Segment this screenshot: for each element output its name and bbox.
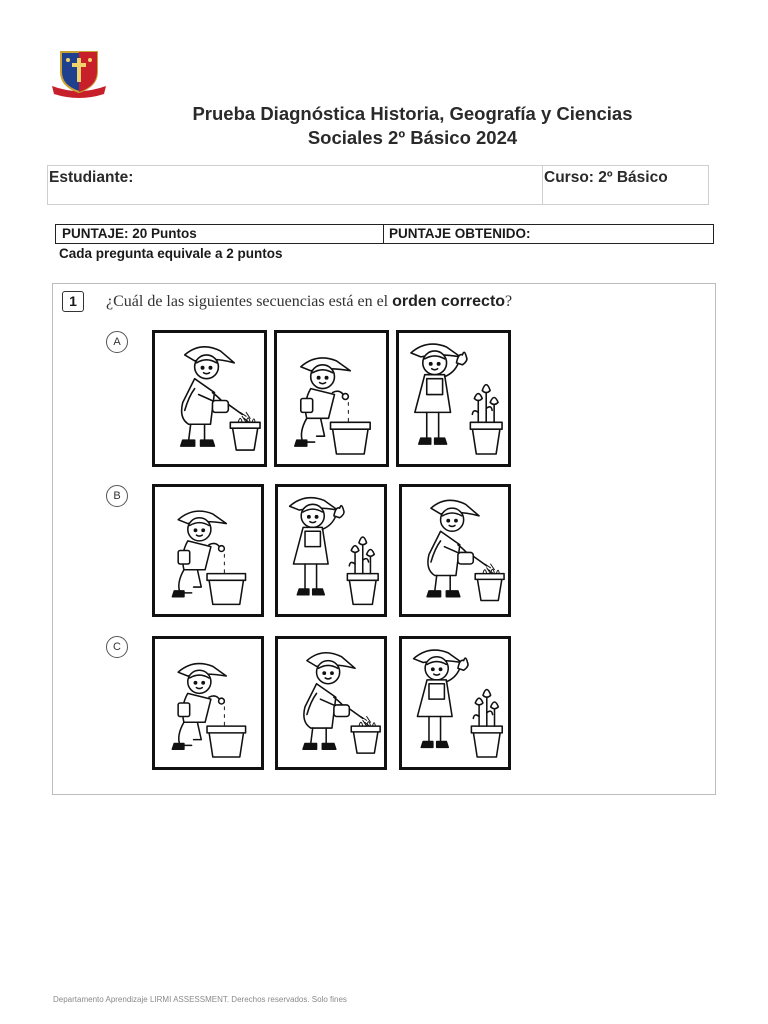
student-label: Estudiante:	[49, 169, 134, 186]
score-total: PUNTAJE: 20 Puntos	[62, 226, 197, 241]
option-c-image-3	[399, 636, 511, 770]
score-obtained: PUNTAJE OBTENIDO:	[389, 226, 531, 241]
girl-watering-plant-icon	[278, 639, 384, 767]
question-text-end: ?	[505, 293, 513, 310]
student-info-box	[47, 165, 709, 205]
option-b-bubble[interactable]: B	[106, 485, 128, 507]
footer-text: Departamento Aprendizaje LIRMI ASSESSMENT. Derechos reservados. Solo fines	[53, 995, 347, 1004]
option-a-image-2	[274, 330, 389, 467]
question-text-emphasis: orden correcto	[392, 293, 506, 310]
girl-planting-seeds-icon	[155, 639, 261, 767]
student-box-divider	[542, 166, 543, 204]
option-b-image-3	[399, 484, 511, 617]
option-c-image-2	[275, 636, 387, 770]
score-note: Cada pregunta equivale a 2 puntos	[59, 246, 283, 261]
girl-with-flowers-icon	[402, 639, 508, 767]
girl-with-flowers-icon	[278, 487, 384, 614]
girl-planting-seeds-icon	[277, 333, 386, 464]
title-line-2: Sociales 2º Básico 2024	[307, 127, 518, 148]
girl-with-flowers-icon	[399, 333, 508, 464]
course-label: Curso: 2º Básico	[544, 169, 668, 186]
question-text-start: ¿Cuál de las siguientes secuencias está en el	[106, 293, 393, 310]
title-line-1: Prueba Diagnóstica Historia, Geografía y Ciencias	[192, 103, 633, 124]
option-a-image-1	[152, 330, 267, 467]
girl-watering-plant-icon	[155, 333, 264, 464]
school-logo	[48, 48, 110, 100]
option-b-image-2	[275, 484, 387, 617]
question-text	[106, 293, 512, 311]
question-number: 1	[62, 291, 84, 312]
girl-planting-seeds-icon	[155, 487, 261, 614]
option-b-image-1	[152, 484, 264, 617]
option-a-bubble[interactable]: A	[106, 331, 128, 353]
option-c-image-1	[152, 636, 264, 770]
score-box	[55, 224, 714, 244]
option-a-image-3	[396, 330, 511, 467]
option-c-bubble[interactable]: C	[106, 636, 128, 658]
girl-watering-plant-icon	[402, 487, 508, 614]
score-box-divider	[383, 225, 384, 243]
